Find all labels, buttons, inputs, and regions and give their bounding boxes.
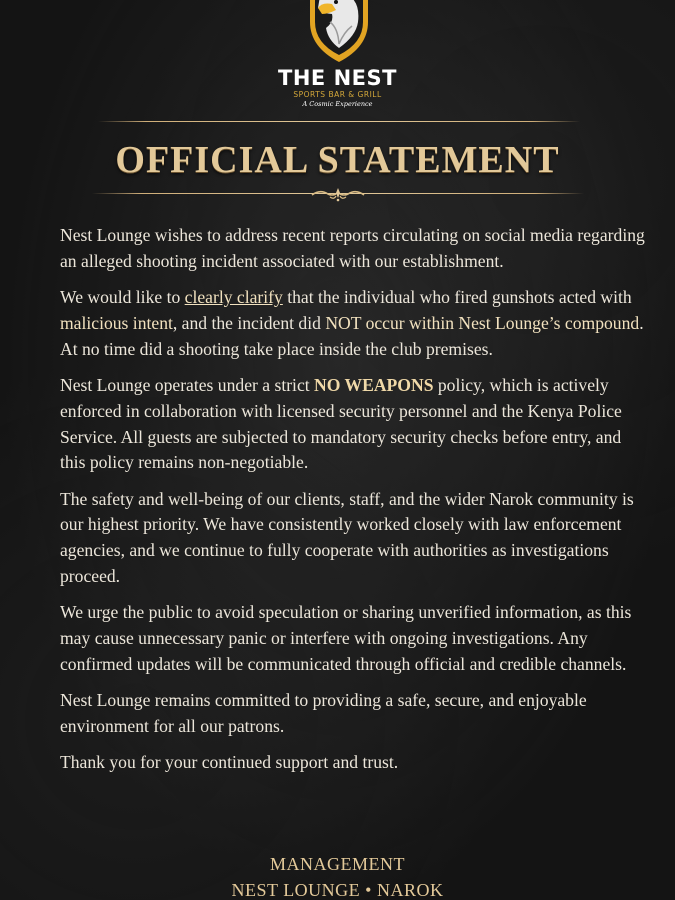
paragraph-weapons-policy xyxy=(60,373,645,476)
text-run: . At no time did a shooting take place inside the club premises. xyxy=(60,312,644,359)
text-run: that the individual who fired gunshots acted with xyxy=(282,287,632,308)
text-run: We would like to xyxy=(60,287,185,308)
divider-top xyxy=(98,121,580,122)
signoff-management: MANAGEMENT xyxy=(270,854,405,874)
paragraph-safety: The safety and well-being of our clients, staff, and the wider Narok community is our highest priority. We have consistently worked closely with law enforcement agencies, and we continue to fully cooperate with authorities as investigations proceed. xyxy=(60,488,634,587)
text-run: policy, which is actively enforced in collaboration with licensed security personnel and the Kenya Police Service. All guests are subjected to mandatory security checks before entry, and this policy remains non-negotiable. xyxy=(60,374,622,473)
paragraph-thanks: Thank you for your continued support and trust. xyxy=(60,752,399,773)
brand-subtitle: SPORTS BAR & GRILL xyxy=(293,90,382,99)
paragraph-commitment: Nest Lounge remains committed to providing a safe, secure, and enjoyable environment for all our patrons. xyxy=(60,690,587,737)
statement-body xyxy=(60,223,645,787)
emphasis-not-occur: NOT occur within Nest Lounge’s compound xyxy=(325,312,640,333)
text-run: , and the incident did xyxy=(172,312,326,333)
paragraph-intro: Nest Lounge wishes to address recent reports circulating on social media regarding an alleged shooting incident associated with our establishment. xyxy=(60,225,645,271)
emphasis-no-weapons: NO WEAPONS xyxy=(314,374,434,395)
brand-logo xyxy=(0,0,675,112)
page-title: OFFICIAL STATEMENT xyxy=(115,139,560,181)
paragraph-public-appeal: We urge the public to avoid speculation or sharing unverified information, as this may cause unnecessary panic or interfere with ongoing investigations. Any confirmed updates will be communicated through official and credible channels. xyxy=(60,602,632,674)
signoff xyxy=(0,851,675,900)
emphasis-malicious-intent: malicious intent xyxy=(60,312,173,333)
emphasis-clearly-clarify: clearly clarify xyxy=(184,287,283,308)
signoff-location: NEST LOUNGE • NAROK xyxy=(231,880,444,900)
eagle-shield-icon xyxy=(306,0,372,62)
brand-name: THE NEST xyxy=(278,66,397,90)
brand-tagline: A Cosmic Experience xyxy=(302,100,373,108)
text-run: Nest Lounge operates under a strict xyxy=(60,374,315,395)
paragraph-clarification xyxy=(60,285,645,362)
ornamental-flourish-icon xyxy=(310,186,366,202)
